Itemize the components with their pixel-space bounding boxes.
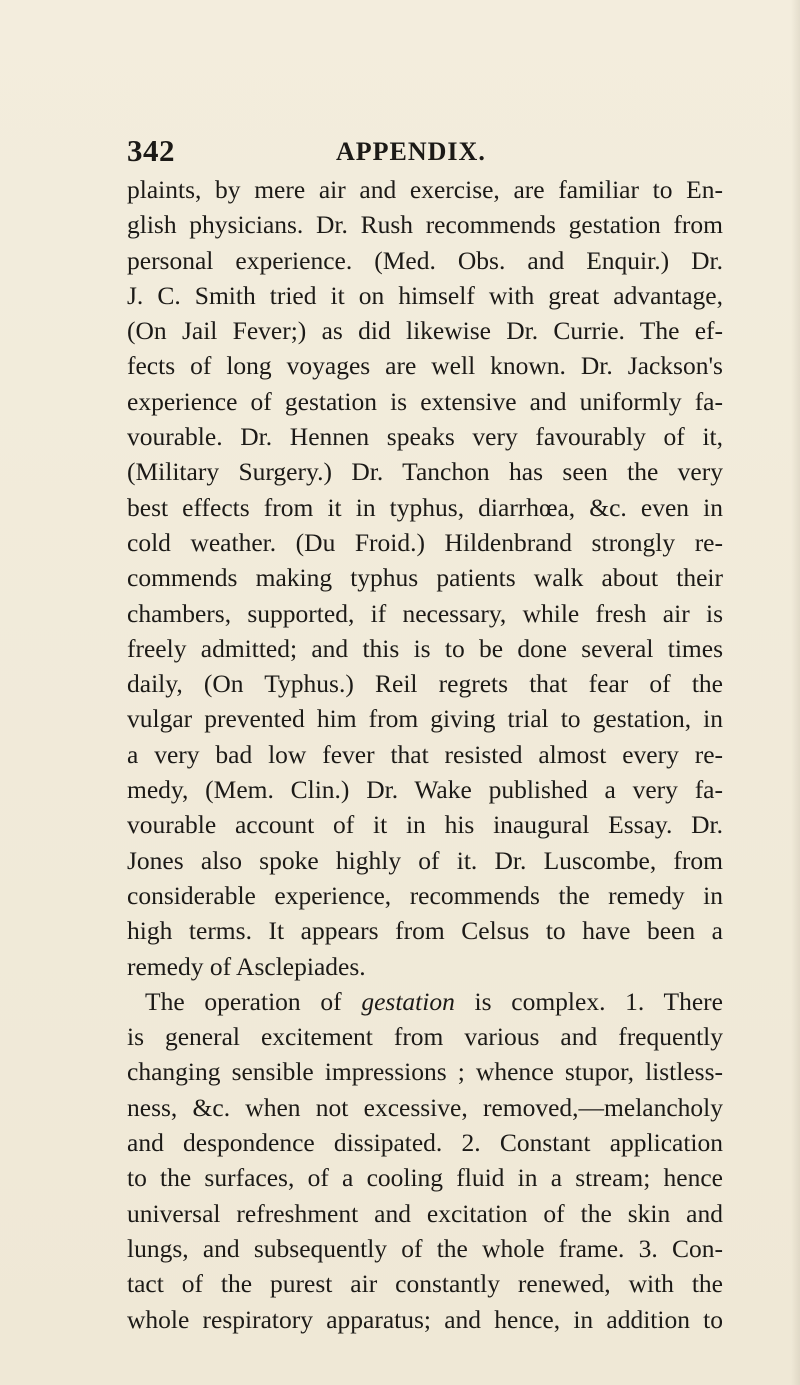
text-line: to the surfaces, of a cooling fluid in a stream; hence (127, 1163, 723, 1193)
text-line: lungs, and subsequently of the whole frame. 3. Con- (127, 1233, 723, 1263)
text-line: fects of long voyages are well known. Dr. Jackson's (127, 351, 723, 381)
text-line: experience of gestation is extensive and uniformly fa- (127, 386, 723, 416)
running-head: APPENDIX. (336, 137, 486, 166)
text-line: (On Jail Fever;) as did likewise Dr. Currie. The ef- (127, 316, 723, 346)
text-line: (Military Surgery.) Dr. Tanchon has seen the very (127, 457, 723, 487)
text-line: universal refreshment and excitation of the skin and (127, 1198, 723, 1228)
text-line: tact of the purest air constantly renewed, with the (127, 1269, 723, 1299)
text-line: glish physicians. Dr. Rush recommends gestation from (127, 210, 723, 240)
text-line: plaints, by mere air and exercise, are familiar to En- (127, 175, 723, 204)
text-line: whole respiratory apparatus; and hence, in addition to (127, 1304, 723, 1334)
text-line: J. C. Smith tried it on himself with great advantage, (127, 280, 723, 310)
page-number: 342 (127, 133, 175, 168)
text-run: The operation of (145, 986, 362, 1016)
text-line: cold weather. (Du Froid.) Hildenbrand strongly re- (127, 527, 723, 557)
text-line: remedy of Asclepiades. (127, 951, 366, 981)
text-line: considerable experience, recommends the remedy in (127, 880, 723, 910)
text-line: changing sensible impressions ; whence stupor, listless- (127, 1057, 723, 1087)
text-line: is general excitement from various and frequently (127, 1022, 723, 1052)
text-line: ness, &c. when not excessive, removed,—melancholy (127, 1092, 723, 1122)
italic-term: gestation (361, 986, 455, 1016)
text-line: and despondence dissipated. 2. Constant application (127, 1128, 723, 1158)
body-text (127, 172, 723, 1337)
text-line: high terms. It appears from Celsus to have been a (127, 916, 723, 946)
text-line: vulgar prevented him from giving trial to gestation, in (127, 704, 723, 734)
text-line: personal experience. (Med. Obs. and Enquir.) Dr. (127, 245, 723, 275)
text-line: medy, (Mem. Clin.) Dr. Wake published a very fa- (127, 775, 723, 805)
text-line: daily, (On Typhus.) Reil regrets that fear of the (127, 669, 723, 699)
text-line: best effects from it in typhus, diarrhœa, &c. even in (127, 492, 723, 522)
paragraph-start-line (127, 984, 723, 1019)
text-line: vourable. Dr. Hennen speaks very favourably of it, (127, 422, 723, 452)
text-line: vourable account of it in his inaugural Essay. Dr. (127, 810, 723, 840)
text-line: freely admitted; and this is to be done several times (127, 633, 723, 663)
text-line: chambers, supported, if necessary, while fresh air is (127, 598, 723, 628)
page-edge-shadow (791, 0, 800, 1385)
text-line: commends making typhus patients walk about their (127, 563, 723, 593)
text-line: a very bad low fever that resisted almost every re- (127, 739, 723, 769)
text-line: Jones also spoke highly of it. Dr. Luscombe, from (127, 845, 723, 875)
text-run: is complex. 1. There (454, 986, 723, 1016)
